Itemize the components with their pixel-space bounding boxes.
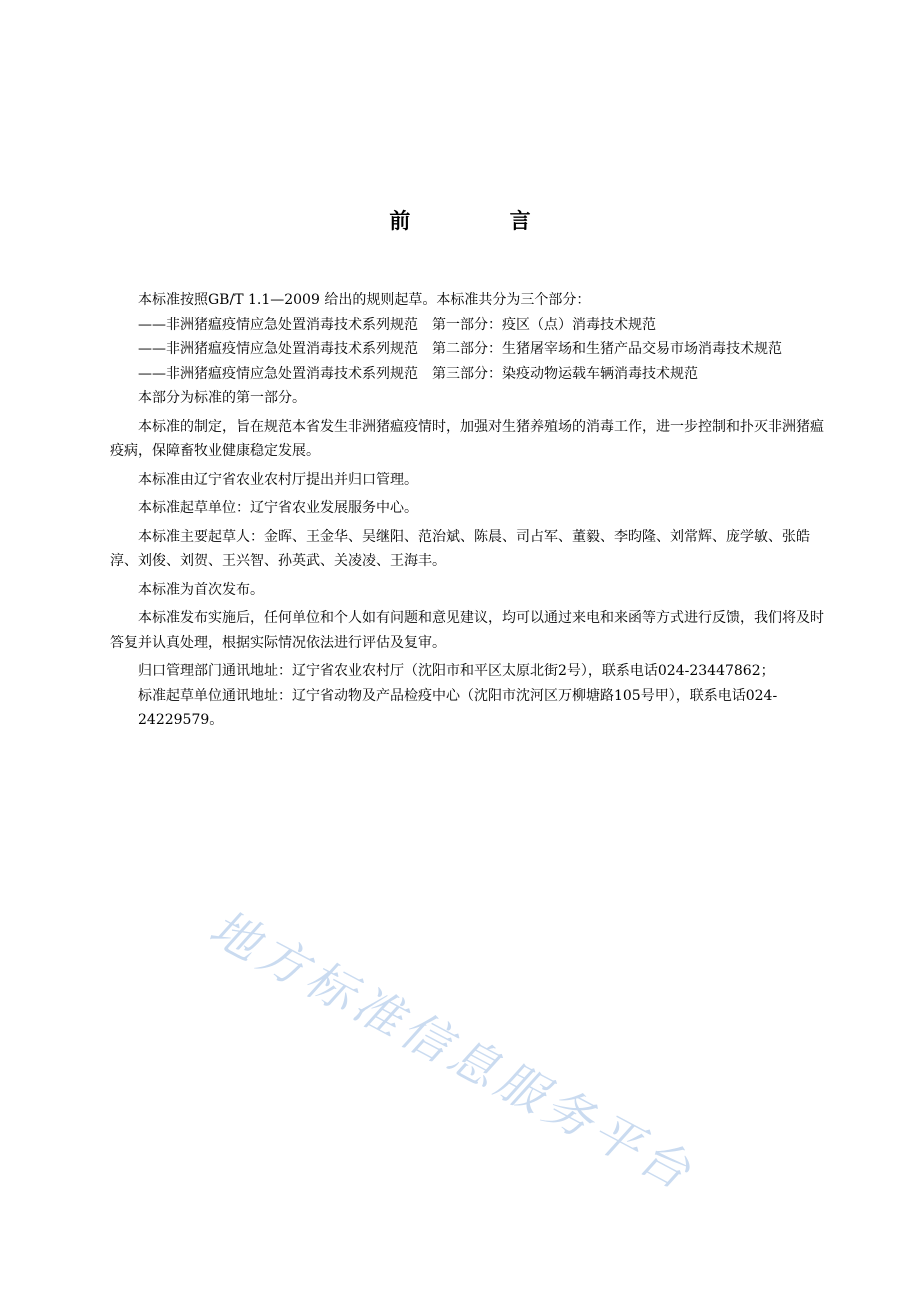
- preface-part-two-item: ——非洲猪瘟疫情应急处置消毒技术系列规范 第二部分：生猪屠宰场和生猪产品交易市场消毒技术规范: [138, 341, 782, 357]
- preface-paragraph-proposer: 本标准由辽宁省农业农村厅提出并归口管理。: [138, 471, 418, 488]
- preface-paragraph-purpose: 本标准的制定，旨在规范本省发生非洲猪瘟疫情时，加强对生猪养殖场的消毒工作，进一步控制和扑灭非洲猪瘟疫病，保障畜牧业健康稳定发展。: [110, 418, 824, 459]
- preface-address-drafting-unit: 标准起草单位通讯地址：辽宁省动物及产品检疫中心（沈阳市沈河区万柳塘路105号甲），联系电话024-24229579。: [138, 687, 778, 728]
- preface-paragraph-part-note: 本部分为标准的第一部分。: [138, 390, 306, 406]
- preface-address-authority: 归口管理部门通讯地址：辽宁省农业农村厅（沈阳市和平区太原北街2号），联系电话024-23447862；: [138, 663, 775, 679]
- preface-body: [110, 288, 832, 733]
- preface-paragraph-first-release: 本标准为首次发布。: [138, 581, 264, 598]
- preface-title: 前 言: [389, 209, 577, 233]
- preface-paragraph-feedback: 本标准发布实施后，任何单位和个人如有问题和意见建议，均可以通过来电和来函等方式进行反馈，我们将及时答复并认真处理，根据实际情况依法进行评估及复审。: [110, 610, 824, 651]
- watermark: 地方标准信息服务平台: [200, 899, 704, 1203]
- preface-paragraph-structure: 本标准按照GB/T 1.1—2009 给出的规则起草。本标准共分为三个部分：: [138, 292, 591, 308]
- preface-part-three-item: ——非洲猪瘟疫情应急处置消毒技术系列规范 第三部分：染疫动物运载车辆消毒技术规范: [138, 365, 698, 382]
- preface-paragraph-drafting-unit: 本标准起草单位：辽宁省农业发展服务中心。: [138, 500, 418, 516]
- preface-paragraph-drafters: 本标准主要起草人：金晖、王金华、吴继阳、范治斌、陈晨、司占军、董毅、李昀隆、刘常辉、庞学敏、张皓淳、刘俊、刘贺、王兴智、孙英武、关凌凌、王海丰。: [110, 528, 810, 569]
- preface-part-one-item: ——非洲猪瘟疫情应急处置消毒技术系列规范 第一部分：疫区（点）消毒技术规范: [138, 316, 656, 333]
